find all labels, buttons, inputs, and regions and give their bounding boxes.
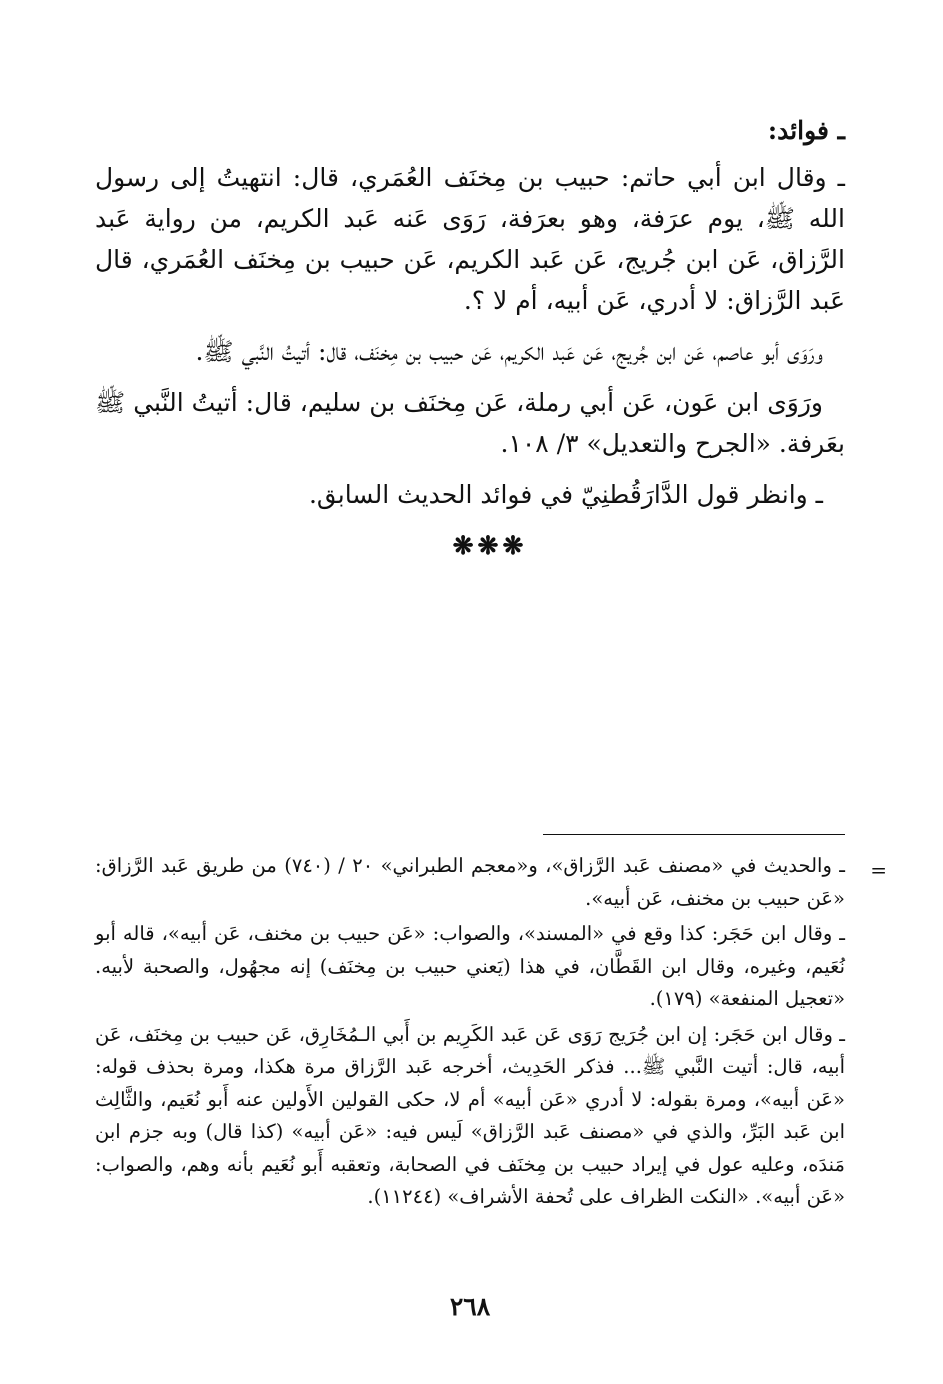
page-number: ٢٦٨	[449, 1292, 491, 1321]
footnotes	[95, 850, 845, 1217]
paragraph-daraqutni-reference: ـ وانظر قول الدَّارَقُطنِيّ في فوائد الحديث السابق.	[308, 480, 823, 509]
paragraph-ibn-awn: ورَوَى ابن عَون، عَن أبي رملة، عَن مِخنَف بن سليم، قال: أتيتُ النَّبي ﷺ بعَرفة. «الجرح والتعديل» ٣/ ١٠٨.	[95, 388, 845, 458]
footnote-divider	[543, 834, 845, 835]
main-text	[95, 110, 845, 566]
footnote-continuation-marker: =	[870, 858, 887, 882]
footnote-item: ـ وقال ابن حَجَر: كذا وقع في «المسند»، والصواب: «عَن حبيب بن مخنف، عَن أبيه»، قاله أبو نُعَيم، وغيره، وقال ابن القَطَّان، في هذا (يَعني حبيب بن مِخنَف) إنه مجهُول، والصحبة لأبيه. «تعجيل المنفعة» (١٧٩).	[95, 922, 845, 1010]
paragraph-abu-asim: ورَوَى أبو عاصم، عَن ابن جُريج، عَن عَبد الكريم، عَن حبيب بن مِخنَف، قال: أتيتُ النَّبي ﷺ.	[195, 337, 823, 366]
book-page	[95, 0, 887, 1384]
footnote-item: ـ والحديث في «مصنف عَبد الرَّزاق»، و«معجم الطبراني» ٢٠ / (٧٤٠) من طريق عَبد الرَّزاق: «عَن حبيب بن مخنف، عَن أبيه».	[95, 854, 845, 910]
paragraph-ibn-abi-hatim: ـ وقال ابن أبي حاتم: حبيب بن مِخنَف العُمَري، قال: انتهيتُ إلى رسول الله ﷺ، يوم عرَفة، وهو بعرَفة، رَوَى عَنه عَبد الكريم، من رواية عَبد الرَّزاق، عَن ابن جُريج، عَن عَبد الكريم، عَن حبيب بن مِخنَف العُمَري، قال عَبد الرَّزاق: لا أدري، عَن أبيه، أم لا ؟.	[95, 163, 845, 315]
footnote-item: ـ وقال ابن حَجَر: إن ابن جُرَيج رَوَى عَن عَبد الكَرِيم بن أَبي الـمُخَارِق، عَن حبيب بن مِخنَف، عَن أبيه، قال: أتيت النَّبي ﷺ... فذكر الحَدِيث، أخرجه عَبد الرَّزاق مرة هكذا، ومرة بحذف قوله: «عَن أبيه»، ومرة بقوله: لا أدري «عَن أبيه» أم لا، حكى القولين الأَولين عنه أَبو نُعَيم، والثَّالِث ابن عَبد البَرِّ، والذي في «مصنف عَبد الرَّزاق» لَيس فيه: «عَن أبيه» (كذا قال) وبه جزم ابن مَندَه، وعليه عول في إيراد حبيب بن مِخنَف في الصحابة، وتعقبه أَبو نُعَيم بأنه وهم، والصواب: «عَن أبيه». «النكت الظراف على تُحفة الأشراف» (١١٢٤٤).	[95, 1022, 845, 1208]
section-heading: ـ فوائد:	[767, 116, 845, 145]
section-separator: ❋❋❋	[452, 531, 528, 560]
